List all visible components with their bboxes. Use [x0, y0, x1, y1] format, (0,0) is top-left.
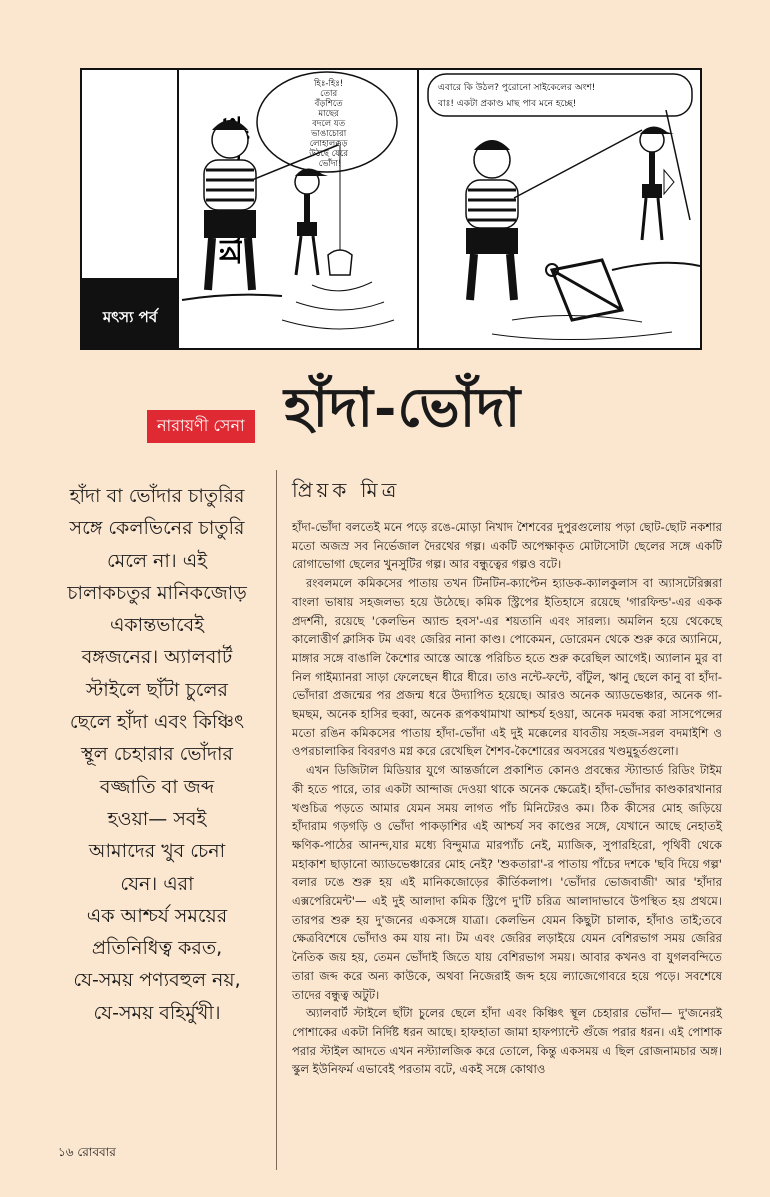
bubble1-line: বদলে যত	[312, 119, 346, 129]
pull-quote-line: একান্তভাবেই	[109, 614, 205, 637]
bubble1-line: ভোঁদা!	[318, 159, 342, 169]
comic-panel-2	[428, 74, 700, 340]
pull-quote-line: এক আশ্চর্য সময়ের	[86, 904, 228, 927]
bubble2-line: এবারে কি উঠল? পুরোনো সাইকেলের অংশ!	[438, 83, 596, 93]
article-body	[292, 518, 722, 1079]
body-paragraph: এখন ডিজিটাল মিডিয়ার যুগে আন্তর্জালে প্রকাশিত কোনও প্রবন্ধের স্ট্যান্ডার্ড রিডিং টাইম কী হতে পারে, তার একটা আন্দাজ দেওয়া থাকে অনেক ক্ষেত্রেই। হাঁদা-ভোঁদার কাণ্ডকারখানার খণ্ডচিত্র পড়তে আমার যেমন সময় লাগত পাঁচ মিনিটেরও কম। ঠিক কীসের মোহ জড়িয়ে হাঁদারাম গড়গড়ি ও ভোঁদা পাকড়াশির এই আশ্চর্য সব কাণ্ডের সঙ্গে, যেখানে আছে নেহাতই ক্ষণিক-পাঠের আনন্দ,যার মধ্যে বিন্দুমাত্র মারপ্যাঁচ নেই, ম্যাজিক, সুপারহিরো, পৃথিবী থেকে মহাকাশ ছাড়ানো অ্যাডভেঞ্চারের মোহ নেই? 'শুকতারা'-র পাতায় পাঁচের দশকে 'ছবি দিয়ে গল্প' বলার ঢঙে শুরু হয় এই মানিকজোড়ের কীর্তিকলাপ। 'ভোঁদার ভোজবাজী' আর 'হাঁদার এক্সপেরিমেন্ট'— এই দুই আলাদা কমিক স্ট্রিপে দু'টি চরিত্র আলাদাভাবে উপস্থিত হয় প্রথমে। তারপর শুরু হয় দু'জনের একসঙ্গে যাত্রা। কেলভিন যেমন কিছুটা চালাক, হাঁদাও তাই;তবে ক্ষেত্রবিশেষে ভোঁদাও কম যায় না। টম এবং জেরির লড়াইয়ে যেমন বেশিরভাগ সময় জেরির নৈতিক জয় হয়, তেমন ভোঁদাই জিতে যায় বেশিরভাগ সময়। আবার কখনও বা যুগলবন্দিতে তারা জব্দ করে অন্য কাউকে, অথবা নিজেরাই জব্দ হয়ে ল্যাজেগোবরে হয়ে পড়ে। সবশেষে তাদের বন্ধুত্ব অটুট।	[292, 763, 722, 1002]
bubble2-line: বাঃ! একটা প্রকাণ্ড মাছ পাব মনে হচ্ছে!	[438, 99, 577, 109]
byline: প্রিয়ক মিত্র	[292, 478, 401, 502]
column-divider	[276, 470, 277, 1170]
pull-quote	[48, 480, 266, 1029]
pull-quote-line: যে-সময় পণ্যবহুল নয়,	[73, 969, 241, 992]
page-folio: ১৬ রোববার	[58, 1145, 116, 1159]
pull-quote-line: প্রতিনিধিত্ব করত,	[91, 937, 223, 960]
bubble1-line: উঠছে যেরে	[309, 149, 349, 159]
body-paragraph: হাঁদা-ভোঁদা বলতেই মনে পড়ে রঙে-মোড়া নিখাদ শৈশবের দুপুরগুলোয় পড়া ছোট-ছোট নকশার মতো অজস্র সব নির্ভেজাল দৈরথের গল্প। একটি অপেক্ষাকৃত মোটাসোটা ছেলের সঙ্গে একটি রোগাভোগা ছেলের খুনসুটির গল্প। আর বন্ধুত্বের গল্পও বটে।	[292, 520, 722, 572]
body-paragraph: অ্যালবার্ট স্টাইলে ছাঁটা চুলের ছেলে হাঁদা এবং কিঞ্চিৎ স্থূল চেহারার ভোঁদা— দু'জনেরই পোশাকের একটা নির্দিষ্ট ধরন আছে। হাফহাতা জামা হাফপ্যান্টে গুঁজে পরার ধরন। এই পোশাক পরার স্টাইল আদতে এখন নস্ট্যালজিক করে তোলে, কিন্তু একসময় এ ছিল রোজনামচার অঙ্গ। স্কুল ইউনিফর্ম এভাবেই পরতাম বটে, একই সঙ্গে কোথাও	[292, 1006, 722, 1077]
body-paragraph: রংবলমলে কমিকসের পাতায় তখন টিনটিন-ক্যাপ্টেন হ্যাডক-ক্যালকুলাস বা অ্যাসটেরিক্সরা বাংলা ভাষায় সহজলভ্য হয়ে উঠেছে। কমিক স্ট্রিপের ইতিহাসে রয়েছে 'গারফিল্ড'-এর একক প্রদর্শনী, রয়েছে 'কেলভিন অ্যান্ড হবস'-এর শয়তানি এবং সারল্য। অমলিন হয়ে থেকেছে কালোত্তীর্ণ ক্লাসিক টম এবং জেরির নানা কাণ্ড। পোকেমন, ডোরেমন থেকে শুরু করে অ্যানিমে, মাঙ্গার সঙ্গে বাঙালি কৈশোর আস্তে আস্তে পরিচিত হতে শুরু করেছিল আগেই। অ্যালান মুর বা নিল গাইম্যানরা সাড়া ফেলেছেন ধীরে ধীরে। তাও নন্টে-ফন্টে, বাঁটুল, ঋানু ছেলে কানু বা হাঁদা-ভোঁদারা প্রজন্মের পর প্রজন্ম ধরে উদ্যাপিত হয়েছে। আরও অনেক অ্যাডভেঞ্চার, অনেক গা-ছমছম, অনেক হাসির হুব্বা, অনেক রূপকথামাখা আশ্চর্য হওয়া, অনেক দমবন্ধ করা সাসপেন্সের মতো রঙিন কমিকসের পাতায় হাঁদা-ভোঁদা এই দুই মক্কেলের যাবতীয় সহজ-সরল বদমাইশি ও ওপরচালাকির বিবরণও মগ্ন করে রেখেছিল শৈশব-কৈশোরের অবসরের খণ্ডমুহূর্তগুলো।	[292, 576, 722, 759]
comic-panel-1	[182, 72, 397, 329]
bubble1-line: লোহালক্কড়	[309, 139, 348, 149]
pull-quote-line: আমাদের খুব চেনা	[88, 840, 226, 863]
bubble1-line: বঁড়শিতে	[314, 99, 343, 109]
pull-quote-line: যেন। এরা	[120, 872, 194, 895]
pull-quote-line: সঙ্গে কেলভিনের চাতুরি	[69, 517, 245, 540]
comic-strip	[80, 68, 702, 350]
pull-quote-line: ছেলে হাঁদা এবং কিঞ্চিৎ	[69, 711, 245, 734]
pull-quote-line: হওয়া— সবই	[107, 807, 207, 830]
pull-quote-line: চালাকচতুর মানিকজোড়	[67, 581, 247, 604]
pull-quote-line: স্টাইলে ছাঁটা চুলের	[86, 678, 228, 701]
bubble1-line: ভাঙাচোরা	[311, 129, 347, 139]
article-title: হাঁদা-ভোঁদা	[284, 375, 522, 439]
bubble1-line: হিঃ-হিঃ!	[313, 79, 344, 89]
bubble1-line: মাছের	[318, 109, 339, 119]
strip-subtitle: মৎস্য পর্ব	[102, 308, 158, 326]
comic-illustration	[82, 70, 700, 348]
pull-quote-line: স্থূল চেহারার ভোঁদার	[81, 743, 233, 766]
bubble1-line: তোর	[320, 89, 338, 99]
pull-quote-line: বজ্জাতি বা জব্দ	[99, 775, 215, 798]
pull-quote-line: হাঁদা বা ভোঁদার চাতুরির	[69, 485, 245, 507]
pull-quote-line: যে-সময় বহির্মুখী।	[93, 1001, 221, 1024]
speech-bubble-2	[428, 74, 692, 116]
pull-quote-line: বঙ্গজনের। অ্যালবার্ট	[81, 646, 233, 669]
pull-quote-line: মেলে না। এই	[106, 549, 208, 572]
author-tag: নারায়ণী সেনা	[147, 410, 255, 443]
